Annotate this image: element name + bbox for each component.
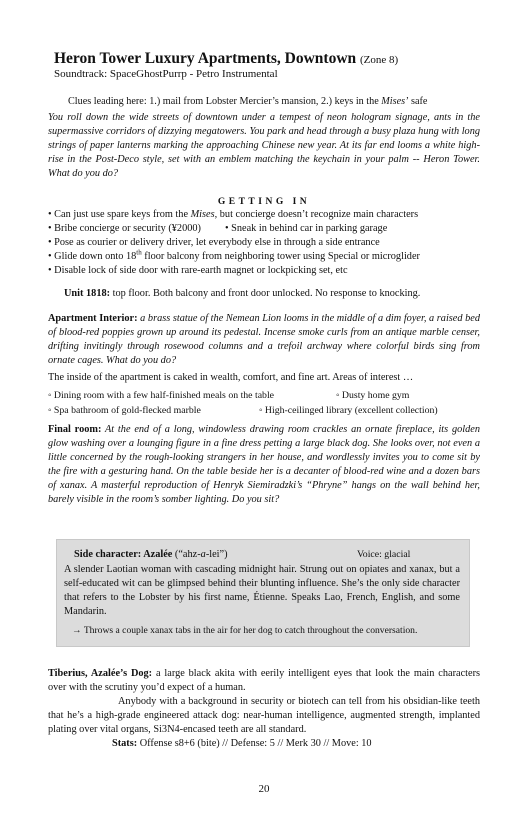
intro-paragraph: You roll down the wide streets of downtown under a tempest of neon hologram signage, ants in the supermassive corridors of dizzying megatowers. You park and head through a busy plaza hung with long strings of paper lanterns marking the approaching Chinese new year. At its far end looms a white high-rise in the Post-Deco style, set with an emblem matching the keychain in your palm -- Heron Tower. What do you do? (48, 112, 480, 180)
bullet-text: • Sneak in behind car in parking garage (224, 223, 388, 235)
tiberius-details (48, 695, 480, 737)
bullet-spare-keys (48, 208, 488, 222)
tiberius-text: a large black akita with eerily intelligent eyes that look the main characters over with the scrutiny you’d expect of a human. (48, 668, 481, 694)
bullet-text: • Bribe concierge or security (¥2000) (48, 223, 201, 235)
rooms-row-2 (48, 405, 488, 416)
apartment-label: Apartment Interior: (48, 313, 138, 324)
stats-values: Offense s8+6 (bite) // Defense: 5 // Merk 30 // Move: 10 (137, 738, 372, 749)
bullet-emph: Mises, (190, 209, 218, 220)
pronunciation-emph: a (200, 549, 206, 560)
bullet-sup: th (136, 248, 142, 257)
stats-label: Stats: (112, 738, 138, 749)
tiberius-details-text: Anybody with a background in security or biotech can tell from his obsidian-like teeth that he’s a high-grade engineered attack dog: near-human intelligence, augmented strength, implanted plating over vital organs, Si3N4-encased teeth are all standard. (48, 696, 480, 736)
bullet-bribe-sneak (48, 222, 488, 236)
side-character-label: Side character: Azalée (74, 549, 173, 560)
voice-label: Voice: glacial (357, 549, 411, 560)
room-gym: ◦ Dusty home gym (336, 390, 410, 401)
final-room-label: Final room: (48, 424, 102, 435)
clues-line (68, 96, 488, 107)
bullet-text: but concierge doesn’t recognize main characters (217, 209, 419, 220)
final-room (48, 423, 480, 508)
side-character-action: → Throws a couple xanax tabs in the air for her dog to catch throughout the conversation. (72, 625, 418, 636)
side-character-heading (74, 549, 228, 560)
room-dining: ◦ Dining room with a few half-finished meals on the table (48, 390, 275, 401)
page-number: 20 (258, 783, 270, 795)
tiberius-label: Tiberius, Azalée’s Dog: (48, 668, 153, 679)
rooms-row-1 (48, 390, 488, 401)
bullet-disable-lock: • Disable lock of side door with rare-earth magnet or lockpicking set, etc (48, 265, 348, 277)
bullet-glide (48, 250, 488, 264)
clues-emph: Mises’ (381, 96, 409, 107)
clues-prefix: Clues leading here: 1.) mail from Lobster Mercier’s mansion, 2.) keys in the (68, 96, 382, 107)
final-room-text: At the end of a long, windowless drawing room crackles an ornate fireplace, its golden glow washing over a lounging figure in a fine dress petting a large black dog. She looks over, not even a little concerned by the rough-looking strangers in her house, and wordlessly invites you to come sit by the fire with a gesturing hand. On the table beside her is a decanter of blood-red wine and a dozen bars of xanax. A masterful reproduction of Henryk Siemiradzki’s “Phryne” hangs on the wall behind her, barely visible in the room’s somber lighting. Do you sit? (48, 424, 480, 506)
page-title (54, 50, 398, 68)
unit-line (64, 288, 420, 299)
bullet-text: • Can just use spare keys from the (48, 209, 191, 220)
room-library: ◦ High-ceilinged library (excellent collection) (259, 405, 438, 416)
soundtrack-line: Soundtrack: SpaceGhostPurrp - Petro Instrumental (54, 68, 278, 80)
bullet-text: floor balcony from neighboring tower using Special or microglider (141, 251, 420, 263)
getting-in-heading: GETTING IN (217, 197, 311, 207)
pronunciation: -lei”) (205, 549, 228, 560)
side-character-description: A slender Laotian woman with cascading midnight hair. Strung out on opiates and xanax, but a self-educated wit can be glimpsed behind their blunting influence. She’s the only side character that refers to the Lobster by his first name, Étienne. Speaks Lao, French, English, and some Mandarin. (64, 564, 460, 618)
room-spa: ◦ Spa bathroom of gold-flecked marble (48, 405, 201, 416)
pronunciation: (“ahz- (172, 549, 201, 560)
unit-label: Unit 1818: (64, 288, 111, 299)
apartment-interior (48, 312, 480, 368)
zone-label: (Zone 8) (360, 54, 399, 66)
getting-in-list (48, 208, 488, 278)
clues-suffix: safe (408, 96, 428, 107)
apartment-text: a brass statue of the Nemean Lion looms in the middle of a dim foyer, a raised bed of blood-red poppies grown up around its pedestal. Incense smoke curls from an antique marble censer, drifting invitingly through rosewood columns and a trefoil archway where colorful birds sing from ornate cages. What do you do? (48, 313, 481, 367)
bullet-courier: • Pose as courier or delivery driver, let everybody else in through a side entrance (48, 237, 380, 249)
bullet-text: • Glide down onto 18 (48, 251, 137, 263)
tiberius-intro (48, 667, 480, 695)
title-text: Heron Tower Luxury Apartments, Downtown (54, 50, 357, 67)
stats-line (112, 738, 372, 749)
unit-text: top floor. Both balcony and front door unlocked. No response to knocking. (110, 288, 421, 299)
inside-line: The inside of the apartment is caked in wealth, comfort, and fine art. Areas of interest … (48, 372, 414, 383)
